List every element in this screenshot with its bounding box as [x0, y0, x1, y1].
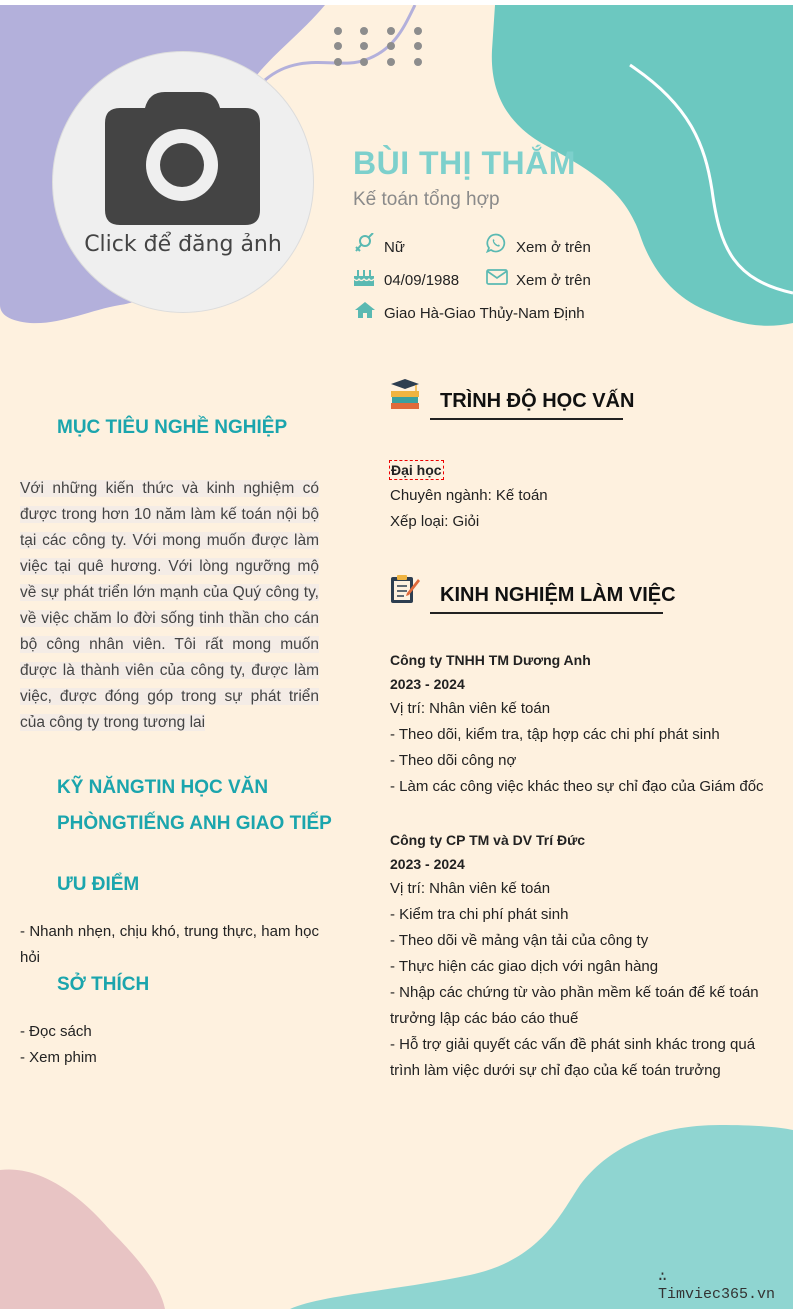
gender-value: Nữ	[384, 239, 405, 256]
job-duty: - Theo dõi về mảng vận tải của công ty	[390, 932, 649, 949]
home-icon	[354, 301, 376, 319]
job-period: 2023 - 2024	[390, 676, 465, 692]
gender-icon	[354, 233, 374, 253]
job-position: Vị trí: Nhân viên kế toán	[390, 880, 551, 897]
job-period: 2023 - 2024	[390, 856, 465, 872]
address-value: Giao Hà-Giao Thủy-Nam Định	[384, 305, 585, 322]
hobbies-heading: SỞ THÍCH	[57, 974, 150, 995]
avatar-upload[interactable]	[52, 51, 314, 313]
avatar-upload-label: Click để đăng ảnh	[84, 232, 282, 257]
email-value: Xem ở trên	[516, 272, 591, 289]
job-duty: - Kiểm tra chi phí phát sinh	[390, 906, 569, 923]
education-major: Chuyên ngành: Kế toán	[390, 487, 548, 504]
job-company: Công ty CP TM và DV Trí Đức	[390, 832, 586, 848]
job-duty: - Theo dõi, kiểm tra, tập hợp các chi phí phát sinh	[390, 726, 720, 743]
phone-value: Xem ở trên	[516, 239, 591, 256]
envelope-icon	[486, 269, 508, 285]
job-position: Vị trí: Nhân viên kế toán	[390, 700, 551, 717]
hobby-item: - Đọc sách	[20, 1023, 92, 1040]
objective-heading: MỤC TIÊU NGHỀ NGHIỆP	[57, 417, 288, 438]
hobby-item: - Xem phim	[20, 1049, 97, 1066]
skills-heading-line2: PHÒNGTIẾNG ANH GIAO TIẾP	[57, 813, 332, 834]
whatsapp-icon	[486, 233, 506, 253]
education-level[interactable]: Đại học	[391, 462, 442, 478]
cake-icon	[353, 267, 375, 287]
job-title: Kế toán tổng hợp	[353, 189, 500, 210]
dot-grid	[334, 27, 422, 66]
books-icon	[389, 377, 421, 411]
education-heading-underline	[430, 418, 623, 420]
clipboard-icon	[389, 573, 421, 605]
job-company: Công ty TNHH TM Dương Anh	[390, 652, 591, 668]
objective-text-content: Với những kiến thức và kinh nghiệm có được trong hơn 10 năm làm kế toán nội bộ tại các công ty. Với mong muốn được làm việc tại quê hương. Với lòng ngưỡng mộ về sự phát triển lớn mạnh của Quý công ty, về việc chăm lo đời sống tinh thần cho cán bộ công nhân viên. Tôi rất mong muốn được là thành viên của công ty, được làm việc, được đóng góp trong sự phát triển của công ty trong tương lai	[20, 480, 319, 731]
skills-heading-line1: KỸ NĂNGTIN HỌC VĂN	[57, 777, 269, 798]
watermark: ∴ Timviec365.vn	[658, 1269, 776, 1303]
job-duty: - Làm các công việc khác theo sự chỉ đạo của Giám đốc	[390, 778, 764, 795]
job-duty: - Thực hiện các giao dịch với ngân hàng	[390, 958, 659, 975]
cv-page	[0, 5, 793, 1309]
candidate-name: BÙI THỊ THẮM	[353, 145, 576, 181]
strengths-heading: ƯU ĐIỂM	[57, 874, 140, 895]
job-duty: - Theo dõi công nợ	[390, 752, 517, 769]
education-heading: TRÌNH ĐỘ HỌC VẤN	[440, 390, 635, 412]
birthday-value: 04/09/1988	[384, 272, 460, 289]
objective-text	[20, 476, 319, 736]
experience-heading-underline	[430, 612, 663, 614]
camera-icon	[105, 90, 260, 225]
job-duty: - Nhập các chứng từ vào phần mềm kế toán để kế toán trưởng lập các báo cáo thuế	[390, 984, 759, 1027]
experience-heading: KINH NGHIỆM LÀM VIỆC	[440, 584, 676, 606]
strengths-text: - Nhanh nhẹn, chịu khó, trung thực, ham học hỏi	[20, 923, 319, 966]
education-grade: Xếp loại: Giỏi	[390, 513, 480, 530]
pink-blob-bottom	[0, 1169, 165, 1309]
job-duty: - Hỗ trợ giải quyết các vấn đề phát sinh khác trong quá trình làm việc dưới sự chỉ đạo của kế toán trưởng	[390, 1036, 756, 1079]
